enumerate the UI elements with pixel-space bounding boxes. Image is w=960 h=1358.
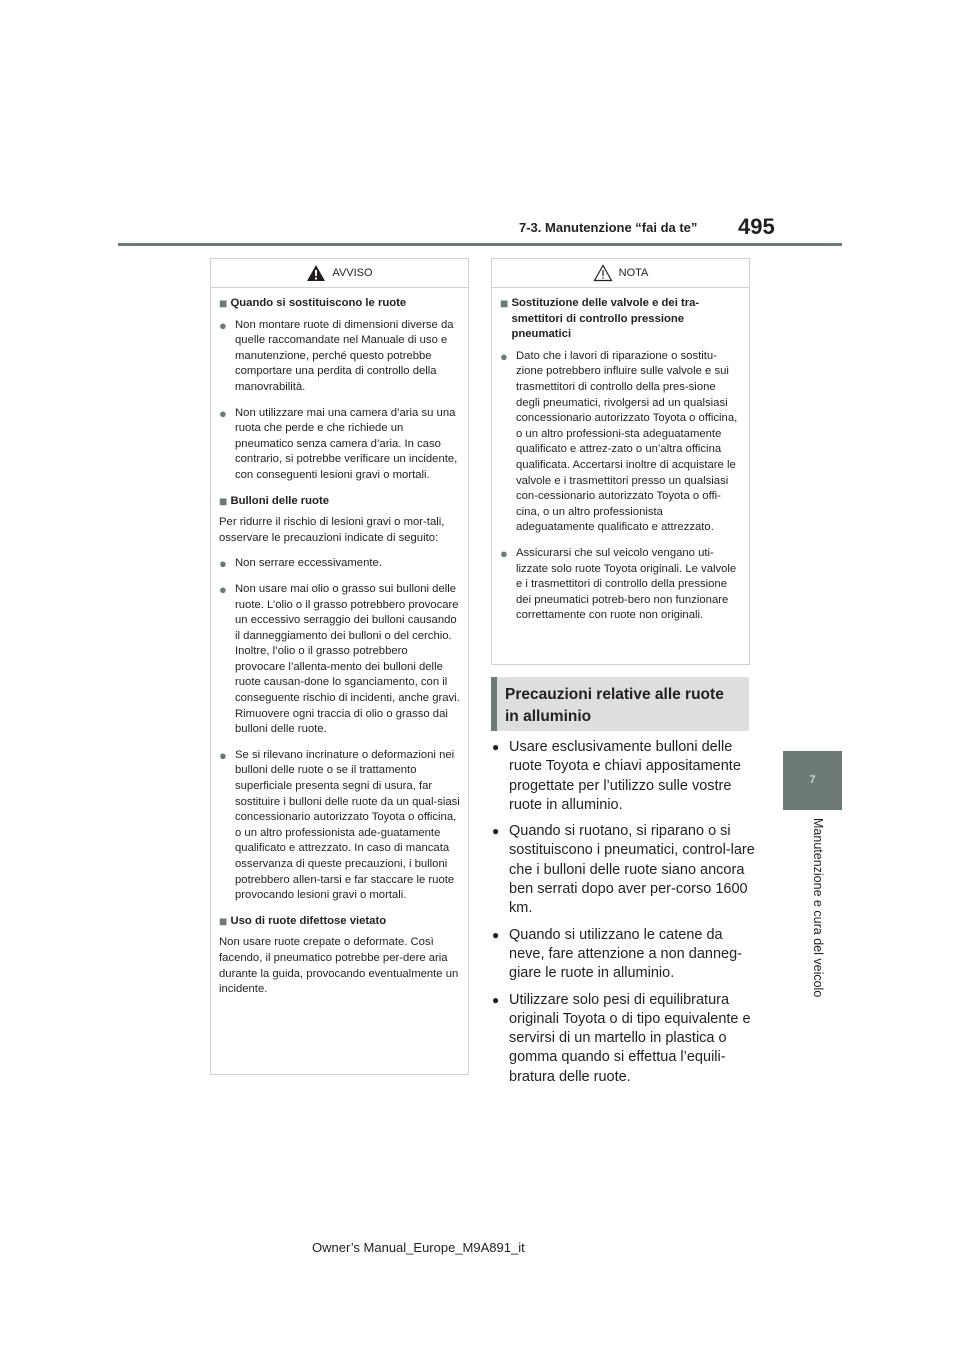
note-title: NOTA xyxy=(618,267,649,279)
bullet-icon: ● xyxy=(500,348,508,364)
bullet-icon: ● xyxy=(500,545,508,561)
chapter-label: Manutenzione e cura del veicolo xyxy=(811,818,825,998)
footer-text: Owner’s Manual_Europe_M9A891_it xyxy=(312,1240,525,1255)
square-bullet-icon: ■ xyxy=(500,295,509,311)
list-item: ● Usare esclusivamente bulloni delle ruote Toyota e chiavi appositamente progettate per l’utilizzo sulle vostre ruote in alluminio. xyxy=(492,738,757,815)
bullet-icon: ● xyxy=(219,747,227,763)
bullet-icon: ● xyxy=(492,992,500,1007)
chapter-tab: 7 xyxy=(783,751,842,810)
list-item: ● Non usare mai olio o grasso sui bulloni delle ruote. L’olio o il grasso potrebbero provocare un eccessivo serraggio dei bulloni causando il danneggiamento dei bulloni o del cerchio. Inoltre, l’olio o il grasso potrebbero provocare l’allenta-mento dei bulloni delle ruote causan-done lo sganciamento, con il conseguente rischio di incidenti, anche gravi. Rimuovere ogni traccia di olio o grasso dai bulloni delle ruote. xyxy=(219,581,460,736)
note-header xyxy=(492,259,749,288)
warning-box xyxy=(210,258,469,1075)
bullet-icon: ● xyxy=(492,740,500,754)
warning-heading: ■ Bulloni delle ruote xyxy=(219,492,330,509)
list-item: ● Assicurarsi che sul veicolo vengano uti-lizzate solo ruote Toyota originali. Le valvole e i trasmettitori di controllo della pressione dei pneumatici potreb-bero non funzionare correttamente con ruote non originali. xyxy=(500,545,737,622)
bullet-icon: ● xyxy=(492,927,500,942)
list-item: ● Quando si utilizzano le catene da neve, fare attenzione a non danneg-giare le ruote in alluminio. xyxy=(492,926,757,984)
warning-heading: ■ Quando si sostituiscono le ruote xyxy=(219,295,407,311)
bullet-icon: ● xyxy=(219,581,227,597)
bullet-icon: ● xyxy=(492,824,500,839)
note-heading: ■ Sostituzione delle valvole e dei tra-smettitori di controllo pressione pneumatici xyxy=(500,295,700,341)
warning-title: AVVISO xyxy=(332,267,373,279)
bullet-icon: ● xyxy=(219,317,227,333)
warning-triangle-icon xyxy=(306,264,326,282)
square-bullet-icon: ■ xyxy=(219,295,228,311)
header-rule xyxy=(118,243,842,246)
page-number: 495 xyxy=(738,214,775,239)
warning-header xyxy=(211,259,468,288)
list-item: ● Non serrare eccessivamente. xyxy=(219,556,382,572)
note-box xyxy=(491,258,750,665)
alloy-section-title: Precauzioni relative alle ruote in alluminio xyxy=(491,677,749,731)
bullet-icon: ● xyxy=(219,405,227,421)
square-bullet-icon: ■ xyxy=(219,912,228,929)
list-item: ● Non utilizzare mai una camera d’aria su una ruota che perde e che richiede un pneumatico senza camera d’aria. In caso contrario, si potrebbe verificare un incidente, con conseguenti lesioni gravi o mortali. xyxy=(219,405,458,481)
square-bullet-icon: ■ xyxy=(219,492,228,509)
warning-heading: ■ Uso di ruote difettose vietato xyxy=(219,912,387,929)
list-item: ● Dato che i lavori di riparazione o sostitu-zione potrebbero influire sulle valvole e sui trasmettitori di controllo della pres-sione degli pneumatici, rivolgersi ad un qualsiasi concessionario autorizzato Toyota o officina, o un altro professioni-sta adeguatamente qualificato e attrez-zato o un’altra officina qualificata. Accertarsi inoltre di acquistare le valvole e i trasmettitori presso un qualsiasi con-cessionario autorizzato Toyota o offi-cina, o un altro professionista adeguatamente qualificato e attrezzato. xyxy=(500,348,738,534)
paragraph: Non usare ruote crepate o deformate. Così facendo, il pneumatico potrebbe per-dere aria durante la guida, provocando eventualmente un incidente. xyxy=(219,936,459,996)
paragraph: Per ridurre il rischio di lesioni gravi o mor-tali, osservare le precauzioni indicate di seguito: xyxy=(219,516,445,544)
list-item: ● Se si rilevano incrinature o deformazioni nei bulloni delle ruote o se il trattamento superficiale presenta segni di usura, far sostituire i bulloni delle ruote da un qual-siasi concessionario autorizzato Toyota o officina, o un altro professionista ade-guatamente qualificato e attrezzato. In caso di mancata osservanza di queste precauzioni, i bulloni potrebbero allen-tarsi e far staccare le ruote provocando lesioni gravi o mortali. xyxy=(219,747,460,902)
list-item: ● Non montare ruote di dimensioni diverse da quelle raccomandate nel Manuale di uso e manutenzione, perché questo potrebbe comportare una perdita di controllo della manovrabilità. xyxy=(219,317,454,393)
list-item: ● Quando si ruotano, si riparano o si sostituiscono i pneumatici, control-lare che i bulloni delle ruote siano ancora ben serrati dopo aver per-corso 1600 km. xyxy=(492,822,757,918)
bullet-icon: ● xyxy=(219,556,227,572)
caution-triangle-icon xyxy=(593,264,613,282)
list-item: ● Utilizzare solo pesi di equilibratura originali Toyota o di tipo equivalente e servirsi di un martello in plastica o gomma quando si effettua l’equili-bratura delle ruote. xyxy=(492,991,757,1087)
alloy-list xyxy=(492,738,757,1094)
section-title: 7-3. Manutenzione “fai da te” xyxy=(519,220,698,235)
